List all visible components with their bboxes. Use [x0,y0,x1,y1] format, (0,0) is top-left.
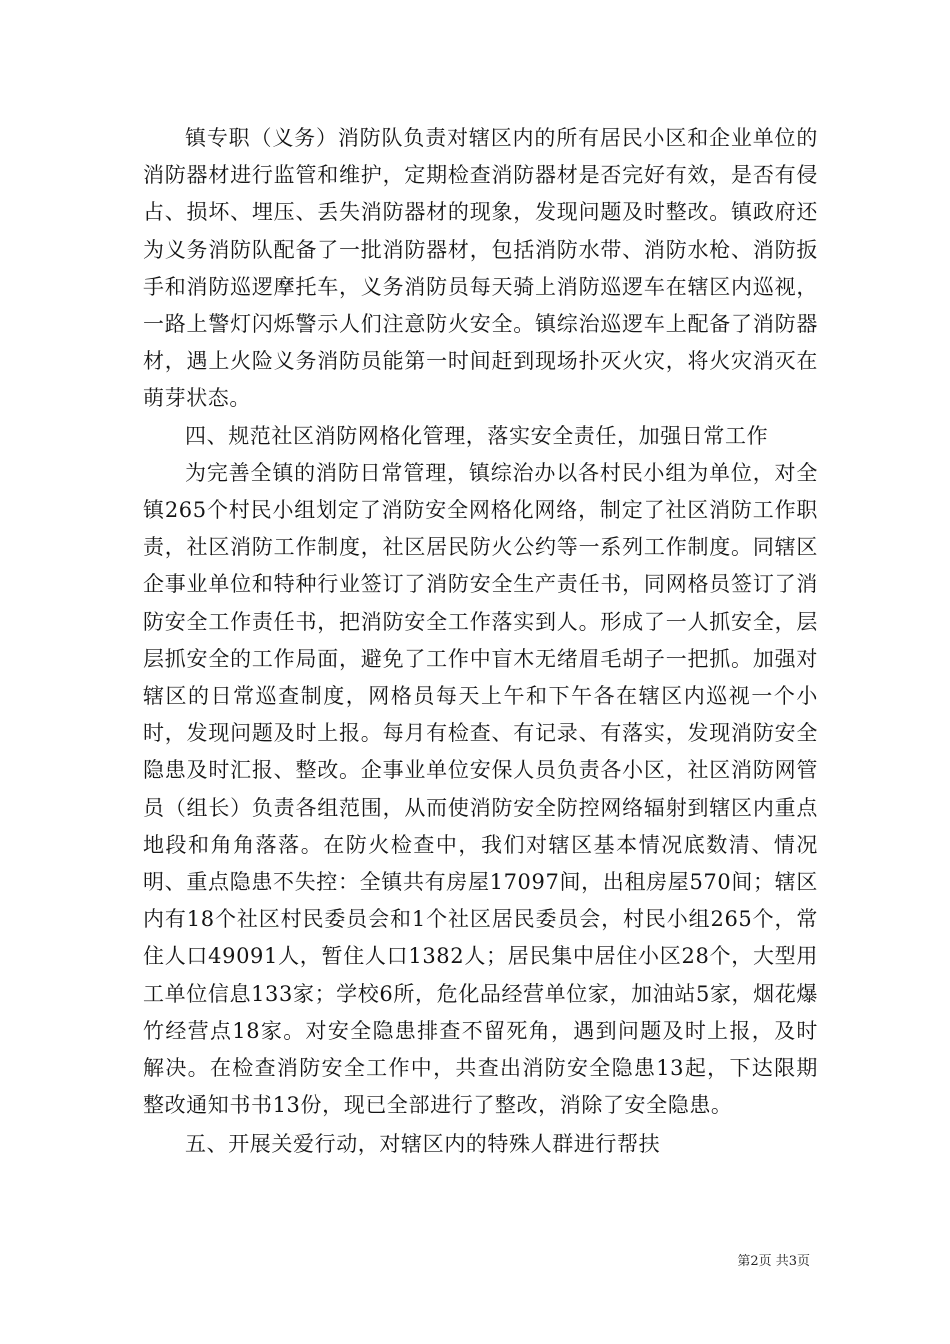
document-body [143,120,818,1164]
section-heading-5: 五、开展关爱行动，对辖区内的特殊人群进行帮扶 [185,1132,661,1157]
page-number-footer: 第2页 共3页 [737,1254,810,1269]
section-heading-4: 四、规范社区消防网格化管理，落实安全责任，加强日常工作 [185,423,769,448]
paragraph-grid-management: 为完善全镇的消防日常管理，镇综治办以各村民小组为单位，对全镇265个村民小组划定了消防安全网格化网络，制定了社区消防工作职责，社区消防工作制度，社区居民防火公约等一系列工作制度。同辖区企事业单位和特种行业签订了消防安全生产责任书，同网格员签订了消防安全工作责任书，把消防安全工作落实到人。形成了一人抓安全，层层抓安全的工作局面，避免了工作中盲木无绪眉毛胡子一把抓。加强对辖区的日常巡查制度，网格员每天上午和下午各在辖区内巡视一个小时，发现问题及时上报。每月有检查、有记录、有落实，发现消防安全隐患及时汇报、整改。企事业单位安保人员负责各小区，社区消防网管员（组长）负责各组范围，从而使消防安全防控网络辐射到辖区内重点地段和角角落落。在防火检查中，我们对辖区基本情况底数清、情况明、重点隐患不失控：全镇共有房屋17097间，出租房屋570间；辖区内有18个社区村民委员会和1个社区居民委员会，村民小组265个，常住人口49091人，暂住人口1382人；居民集中居住小区28个，大型用工单位信息133家；学校6所，危化品经营单位家，加油站5家，烟花爆竹经营点18家。对安全隐患排查不留死角，遇到问题及时上报，及时解决。在检查消防安全工作中，共查出消防安全隐患13起，下达限期整改通知书书13份，现已全部进行了整改，消除了安全隐患。 [143,460,818,1118]
paragraph-fire-equipment: 镇专职（义务）消防队负责对辖区内的所有居民小区和企业单位的消防器材进行监管和维护，定期检查消防器材是否完好有效，是否有侵占、损坏、埋压、丢失消防器材的现象，发现问题及时整改。镇政府还为义务消防队配备了一批消防器材，包括消防水带、消防水枪、消防扳手和消防巡逻摩托车，义务消防员每天骑上消防巡逻车在辖区内巡视，一路上警灯闪烁警示人们注意防火安全。镇综治巡逻车上配备了消防器材，遇上火险义务消防员能第一时间赶到现场扑灭火灾，将火灾消灭在萌芽状态。 [143,126,818,411]
